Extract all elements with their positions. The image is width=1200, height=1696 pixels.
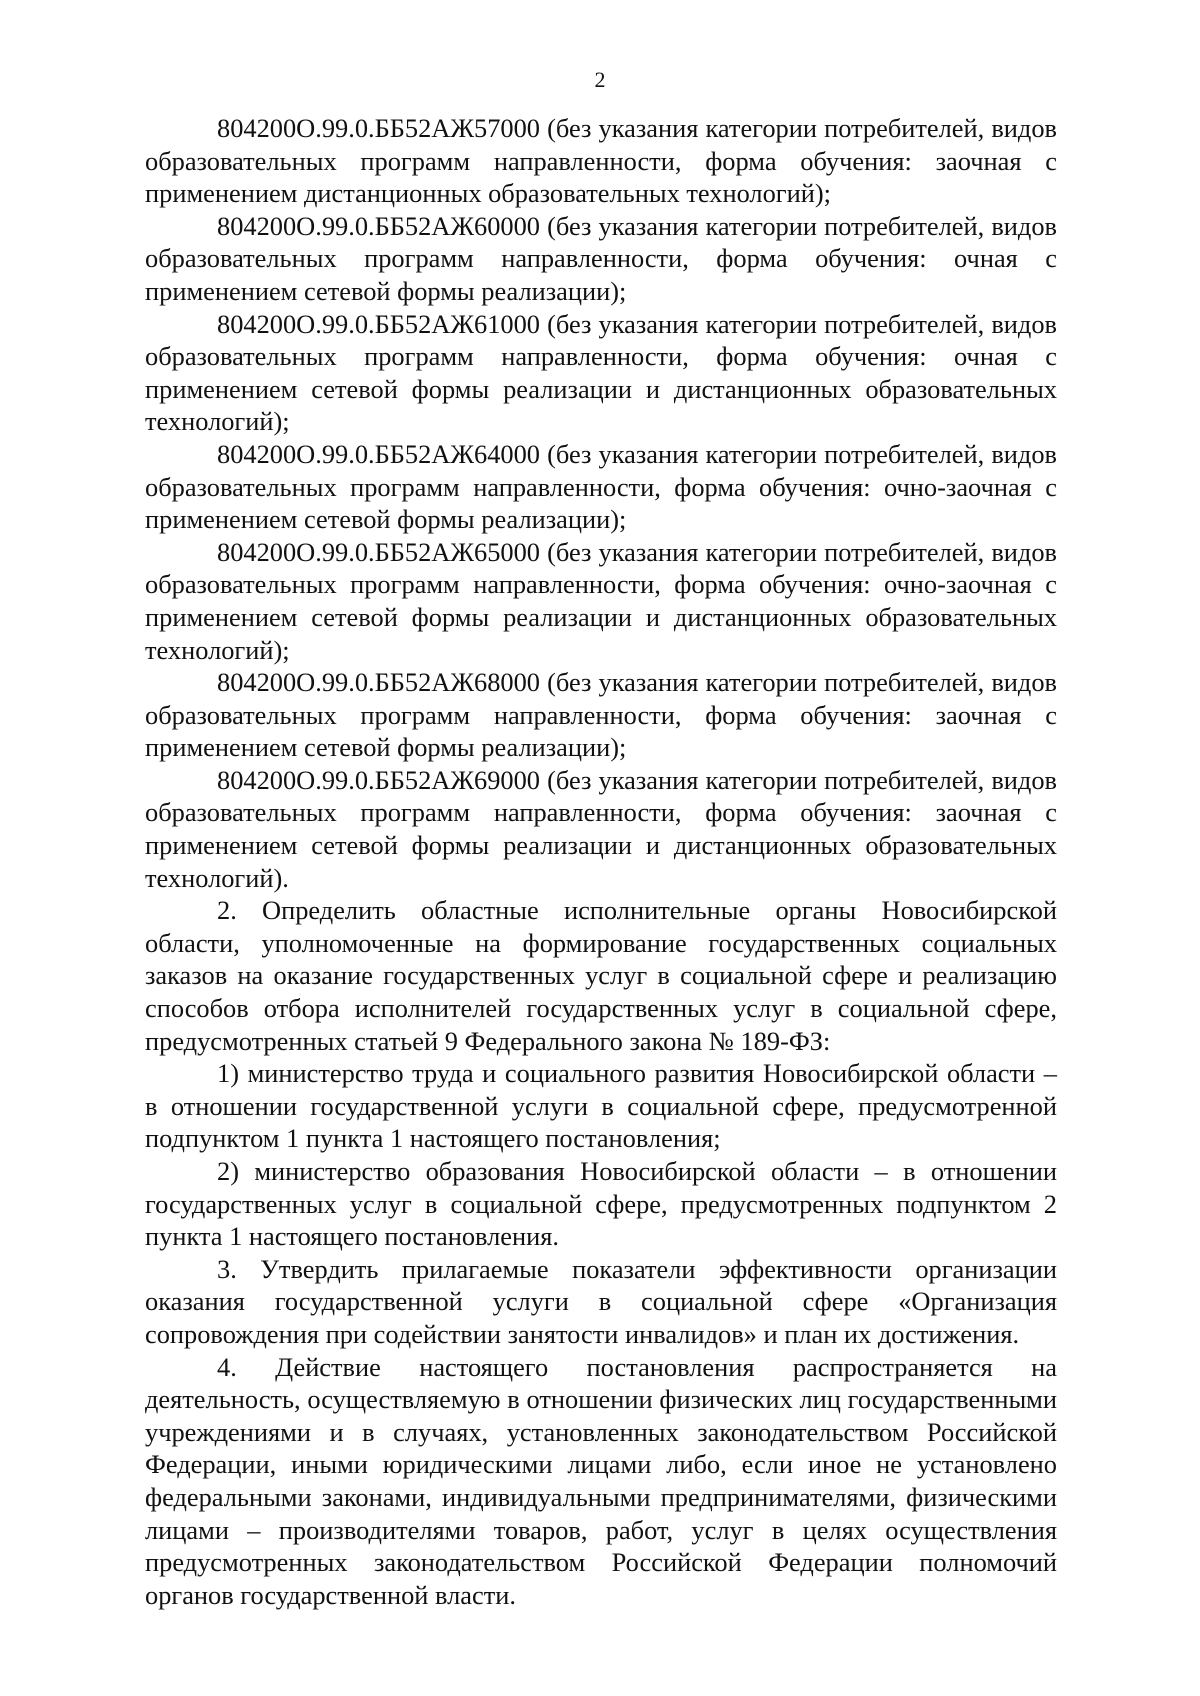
paragraph-clause-2-item-2: 2) министерство образования Новосибирской области – в отношении государственных услуг в социальной сфере, предусмотренных подпунктом 2 пункта 1 настоящего постановления.: [145, 1156, 1057, 1252]
paragraph-clause-2-item-1: 1) министерство труда и социального развития Новосибирской области – в отношении государственной услуги в социальной сфере, предусмотренной подпунктом 1 пункта 1 настоящего постановления;: [145, 1058, 1057, 1154]
paragraph-service-code-69000: 804200О.99.0.ББ52АЖ69000 (без указания категории потребителей, видов образовательных программ направленности, форма обучения: заочная с применением сетевой формы реализации и дистанционных образовательных технологий).: [145, 764, 1057, 893]
paragraph-clause-4: 4. Действие настоящего постановления распространяется на деятельность, осуществляемую в отношении физических лиц государственными учреждениями и в случаях, установленных законодательством Российской Федерации, иными юридическими лицами либо, если иное не установлено федеральными законами, индивидуальными предпринимателями, физическими лицами – производителями товаров, работ, услуг в целях осуществления предусмотренных законодательством Российской Федерации полномочий органов государственной власти.: [145, 1351, 1057, 1610]
paragraph-service-code-65000: 804200О.99.0.ББ52АЖ65000 (без указания категории потребителей, видов образовательных программ направленности, форма обучения: очно-заочная с применением сетевой формы реализации и дистанционных образовательных технологий);: [145, 536, 1057, 665]
paragraph-service-code-64000: 804200О.99.0.ББ52АЖ64000 (без указания категории потребителей, видов образовательных программ направленности, форма обучения: очно-заочная с применением сетевой формы реализации);: [145, 438, 1057, 535]
page-number: 2: [594, 67, 606, 92]
paragraph-clause-2: 2. Определить областные исполнительные органы Новосибирской области, уполномоченные на формирование государственных социальных заказов на оказание государственных услуг в социальной сфере и реализацию способов отбора исполнителей государственных услуг в социальной сфере, предусмотренных статьей 9 Федерального закона № 189-ФЗ:: [145, 895, 1057, 1056]
paragraph-service-code-57000: 804200О.99.0.ББ52АЖ57000 (без указания категории потребителей, видов образовательных программ направленности, форма обучения: заочная с применением дистанционных образовательных технологий);: [145, 113, 1057, 209]
document-body: [145, 112, 1057, 1611]
paragraph-service-code-68000: 804200О.99.0.ББ52АЖ68000 (без указания категории потребителей, видов образовательных программ направленности, форма обучения: заочная с применением сетевой формы реализации);: [145, 667, 1057, 763]
paragraph-clause-3: 3. Утвердить прилагаемые показатели эффективности организации оказания государственной услуги в социальной сфере «Организация сопровождения при содействии занятости инвалидов» и план их достижения.: [145, 1253, 1057, 1349]
paragraph-service-code-61000: 804200О.99.0.ББ52АЖ61000 (без указания категории потребителей, видов образовательных программ направленности, форма обучения: очная с применением сетевой формы реализации и дистанционных образовательных технологий);: [145, 308, 1057, 437]
paragraph-service-code-60000: 804200О.99.0.ББ52АЖ60000 (без указания категории потребителей, видов образовательных программ направленности, форма обучения: очная с применением сетевой формы реализации);: [145, 210, 1057, 306]
